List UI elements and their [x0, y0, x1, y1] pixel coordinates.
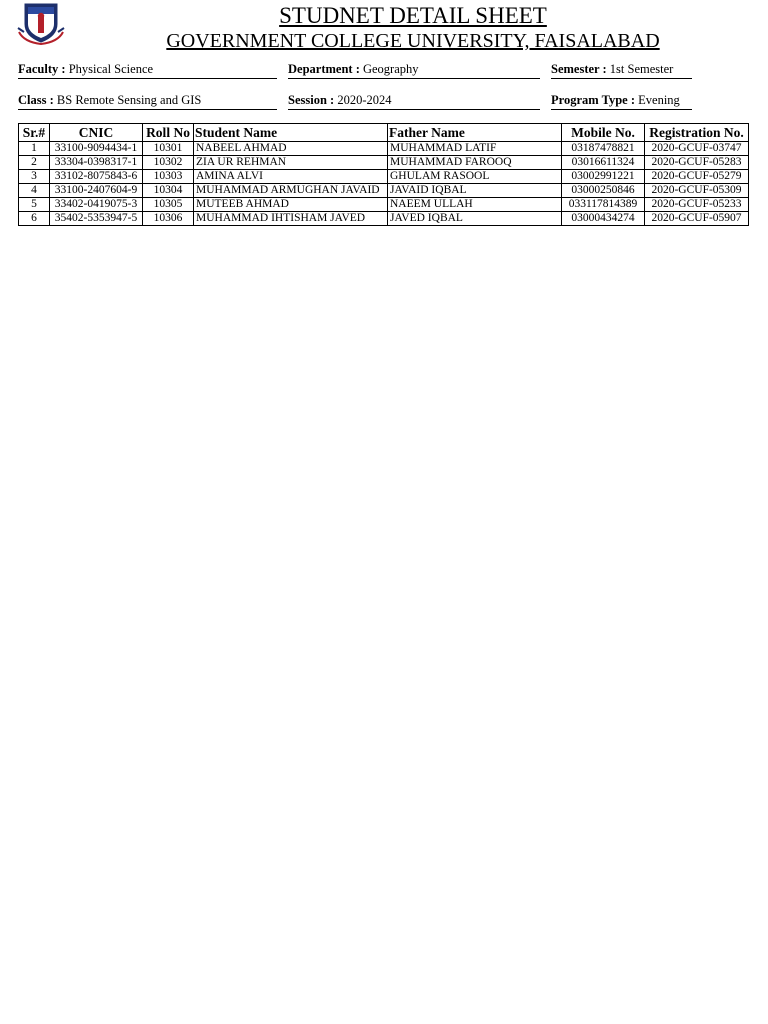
cell-mobile-no: 03002991221	[562, 170, 645, 184]
cell-mobile-no: 033117814389	[562, 198, 645, 212]
page-title: STUDNET DETAIL SHEET	[279, 3, 547, 28]
cell-student-name: MUTEEB AHMAD	[194, 198, 388, 212]
class-label: Class :	[18, 93, 54, 107]
cell-registration-no: 2020-GCUF-05233	[645, 198, 749, 212]
cell-student-name: NABEEL AHMAD	[194, 142, 388, 156]
cell-sr: 1	[19, 142, 50, 156]
cell-father-name: NAEEM ULLAH	[388, 198, 562, 212]
table-header-row	[19, 124, 749, 142]
header-father-name: Father Name	[388, 124, 562, 142]
table-row	[19, 156, 749, 170]
class-field	[18, 92, 277, 110]
cell-roll-no: 10305	[143, 198, 194, 212]
cell-roll-no: 10306	[143, 212, 194, 226]
cell-sr: 3	[19, 170, 50, 184]
faculty-value: Physical Science	[68, 62, 154, 76]
cell-cnic: 33304-0398317-1	[50, 156, 143, 170]
cell-registration-no: 2020-GCUF-03747	[645, 142, 749, 156]
cell-roll-no: 10303	[143, 170, 194, 184]
student-table	[18, 123, 749, 226]
cell-sr: 6	[19, 212, 50, 226]
header-registration-no: Registration No.	[645, 124, 749, 142]
cell-sr: 2	[19, 156, 50, 170]
table-row	[19, 212, 749, 226]
session-field	[288, 92, 540, 110]
cell-father-name: JAVED IQBAL	[388, 212, 562, 226]
semester-label: Semester :	[551, 62, 607, 76]
header-student-name: Student Name	[194, 124, 388, 142]
cell-student-name: MUHAMMAD IHTISHAM JAVED	[194, 212, 388, 226]
faculty-field	[18, 61, 277, 79]
page-header	[0, 2, 768, 52]
cell-registration-no: 2020-GCUF-05279	[645, 170, 749, 184]
faculty-label: Faculty :	[18, 62, 66, 76]
table-row	[19, 142, 749, 156]
cell-father-name: JAVAID IQBAL	[388, 184, 562, 198]
class-value: BS Remote Sensing and GIS	[56, 93, 202, 107]
table-row	[19, 198, 749, 212]
cell-student-name: AMINA ALVI	[194, 170, 388, 184]
header-mobile-no: Mobile No.	[562, 124, 645, 142]
cell-roll-no: 10301	[143, 142, 194, 156]
program-type-field	[551, 92, 692, 110]
cell-cnic: 33100-9094434-1	[50, 142, 143, 156]
cell-registration-no: 2020-GCUF-05309	[645, 184, 749, 198]
cell-sr: 5	[19, 198, 50, 212]
cell-mobile-no: 03016611324	[562, 156, 645, 170]
cell-mobile-no: 03000250846	[562, 184, 645, 198]
header-roll-no: Roll No	[143, 124, 194, 142]
header-cnic: CNIC	[50, 124, 143, 142]
department-label: Department :	[288, 62, 360, 76]
cell-roll-no: 10304	[143, 184, 194, 198]
cell-student-name: MUHAMMAD ARMUGHAN JAVAID	[194, 184, 388, 198]
cell-cnic: 33402-0419075-3	[50, 198, 143, 212]
header-sr: Sr.#	[19, 124, 50, 142]
semester-field	[551, 61, 692, 79]
session-label: Session :	[288, 93, 335, 107]
cell-cnic: 33100-2407604-9	[50, 184, 143, 198]
table-row	[19, 170, 749, 184]
cell-roll-no: 10302	[143, 156, 194, 170]
semester-value: 1st Semester	[609, 62, 674, 76]
cell-student-name: ZIA UR REHMAN	[194, 156, 388, 170]
cell-cnic: 35402-5353947-5	[50, 212, 143, 226]
session-value: 2020-2024	[337, 93, 392, 107]
cell-father-name: MUHAMMAD LATIF	[388, 142, 562, 156]
department-field	[288, 61, 540, 79]
university-name: GOVERNMENT COLLEGE UNIVERSITY, FAISALABAD	[166, 30, 660, 52]
cell-father-name: GHULAM RASOOL	[388, 170, 562, 184]
cell-cnic: 33102-8075843-6	[50, 170, 143, 184]
program-type-value: Evening	[638, 93, 680, 107]
table-row	[19, 184, 749, 198]
cell-mobile-no: 03187478821	[562, 142, 645, 156]
cell-sr: 4	[19, 184, 50, 198]
department-value: Geography	[362, 62, 419, 76]
cell-registration-no: 2020-GCUF-05283	[645, 156, 749, 170]
cell-registration-no: 2020-GCUF-05907	[645, 212, 749, 226]
cell-father-name: MUHAMMAD FAROOQ	[388, 156, 562, 170]
cell-mobile-no: 03000434274	[562, 212, 645, 226]
program-type-label: Program Type :	[551, 93, 636, 107]
